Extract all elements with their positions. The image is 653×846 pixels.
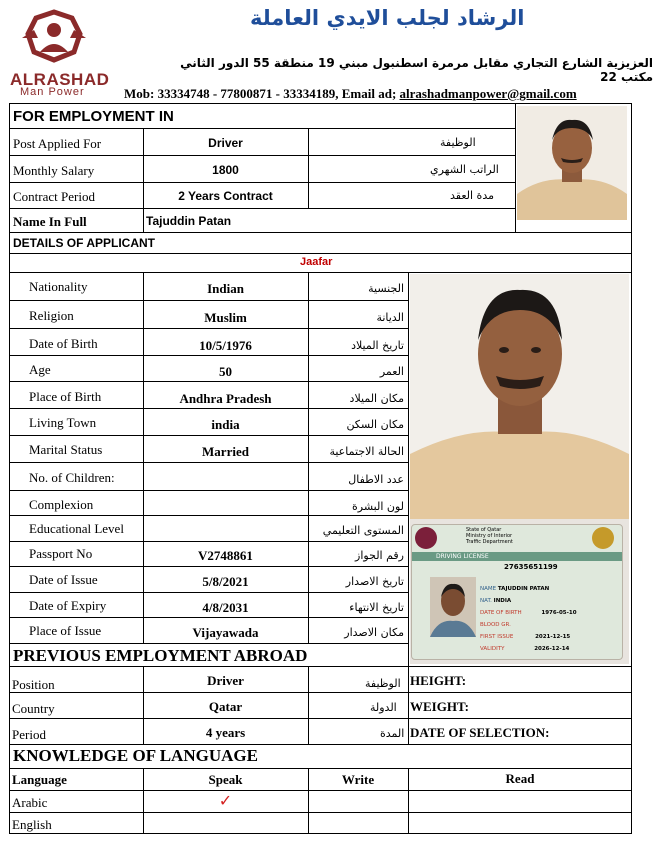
applicant-row-arabic: لون البشرة bbox=[352, 500, 404, 513]
qatar-emblem-icon bbox=[415, 527, 437, 549]
license-first-label: FIRST ISSUE bbox=[480, 634, 514, 640]
applicant-row-label: Passport No bbox=[29, 546, 93, 561]
period-value: 4 years bbox=[205, 725, 246, 740]
post-value: Driver bbox=[208, 136, 243, 150]
salary-value: 1800 bbox=[212, 163, 239, 177]
salary-label: Monthly Salary bbox=[13, 163, 95, 178]
arabic-speak-check-icon: ✓ bbox=[218, 791, 233, 810]
contract-value: 2 Years Contract bbox=[178, 189, 273, 203]
read-column-header: Read bbox=[505, 771, 535, 786]
applicant-row-label: No. of Children: bbox=[29, 470, 115, 485]
applicant-row-value: Indian bbox=[207, 281, 244, 296]
applicant-row-arabic: تاريخ الانتهاء bbox=[349, 601, 404, 614]
applicant-row-value: V2748861 bbox=[198, 548, 253, 563]
applicant-portrait-large bbox=[410, 274, 629, 664]
language-column-header: Language bbox=[12, 772, 67, 787]
license-country: State of Qatar bbox=[466, 527, 502, 533]
applicant-row-value: Vijayawada bbox=[192, 625, 259, 640]
language-section-title: KNOWLEDGE OF LANGUAGE bbox=[13, 746, 258, 765]
position-value: Driver bbox=[207, 673, 244, 688]
company-logo bbox=[14, 8, 94, 70]
english-language-label: English bbox=[12, 817, 52, 832]
salary-arabic: الراتب الشهري bbox=[430, 163, 499, 176]
applicant-row-label: Age bbox=[29, 362, 51, 377]
applicant-row-label: Place of Birth bbox=[29, 389, 102, 404]
license-nat-label: NAT. bbox=[480, 598, 492, 604]
applicant-row-label: Marital Status bbox=[29, 442, 103, 457]
applicant-row-arabic: رقم الجواز bbox=[355, 549, 404, 562]
applicant-row-arabic: تاريخ الاصدار bbox=[345, 575, 404, 588]
license-photo bbox=[430, 577, 476, 637]
license-dob-label: DATE OF BIRTH bbox=[480, 610, 522, 616]
applicant-row-label: Date of Birth bbox=[29, 336, 98, 351]
applicant-row-arabic: مكان الميلاد bbox=[349, 392, 404, 405]
employment-section-title: FOR EMPLOYMENT IN bbox=[13, 108, 174, 125]
applicant-row-label: Date of Expiry bbox=[29, 598, 107, 613]
driving-license-card bbox=[411, 524, 623, 660]
applicant-row-value: 50 bbox=[219, 364, 232, 379]
agent-name: Jaafar bbox=[300, 256, 333, 268]
applicant-section-title: DETAILS OF APPLICANT bbox=[13, 236, 155, 250]
applicant-row-arabic: العمر bbox=[379, 365, 404, 378]
write-column-header: Write bbox=[341, 772, 375, 787]
license-name-label: NAME bbox=[480, 586, 497, 592]
applicant-row-label: Complexion bbox=[29, 497, 94, 512]
applicant-row-label: Date of Issue bbox=[29, 572, 98, 587]
applicant-row-arabic: الحالة الاجتماعية bbox=[329, 445, 404, 458]
applicant-row-arabic: المستوى التعليمي bbox=[322, 524, 404, 537]
license-validity: 2026-12-14 bbox=[534, 646, 570, 652]
speak-column-header: Speak bbox=[208, 772, 243, 787]
applicant-row-arabic: مكان الاصدار bbox=[344, 626, 404, 639]
logo-subtitle: Man Power bbox=[20, 86, 85, 98]
applicant-row-arabic: الديانة bbox=[376, 311, 404, 324]
country-label: Country bbox=[12, 701, 55, 716]
position-label: Position bbox=[12, 677, 55, 692]
weight-label: WEIGHT: bbox=[410, 699, 469, 714]
applicant-portrait-small bbox=[517, 106, 627, 220]
date-of-selection-label: DATE OF SELECTION: bbox=[410, 725, 550, 740]
period-label: Period bbox=[12, 727, 46, 742]
applicant-row-arabic: تاريخ الميلاد bbox=[351, 339, 404, 352]
mobile-numbers: Mob: 33334748 - 77800871 - 33334189, Email ad; bbox=[124, 86, 400, 101]
applicant-row-value: Andhra Pradesh bbox=[179, 391, 272, 406]
applicant-row-arabic: مكان السكن bbox=[346, 418, 404, 431]
contact-line bbox=[124, 86, 577, 102]
applicant-row-label: Nationality bbox=[29, 279, 88, 294]
applicant-row-value: 5/8/2021 bbox=[202, 574, 249, 589]
applicant-row-label: Religion bbox=[29, 308, 74, 323]
applicant-row-value: india bbox=[211, 417, 240, 432]
post-label: Post Applied For bbox=[13, 136, 102, 151]
name-value: Tajuddin Patan bbox=[146, 214, 232, 228]
previous-section-title: PREVIOUS EMPLOYMENT ABROAD bbox=[13, 646, 308, 665]
company-arabic-title: الرشاد لجلب الايدي العاملة bbox=[250, 6, 525, 30]
position-arabic: الوظيفة bbox=[365, 677, 401, 690]
period-arabic: المدة bbox=[380, 727, 405, 740]
license-title: DRIVING LICENSE bbox=[412, 552, 622, 561]
height-label: HEIGHT: bbox=[410, 673, 467, 688]
country-arabic: الدولة bbox=[370, 701, 397, 714]
license-department: Traffic Department bbox=[466, 539, 513, 545]
applicant-row-arabic: عدد الاطفال bbox=[348, 473, 404, 486]
post-arabic: الوظيفة bbox=[440, 136, 476, 149]
company-address: العزيزية الشارع التجاري مقابل مرمرة اسطنبول مبني 19 منطقة 55 الدور الثاني مكتب 22 bbox=[180, 56, 653, 84]
contract-arabic: مدة العقد bbox=[450, 189, 494, 202]
applicant-row-value: Married bbox=[202, 444, 249, 459]
license-ministry: Ministry of Interior bbox=[466, 533, 513, 539]
traffic-emblem-icon bbox=[592, 527, 614, 549]
contract-label: Contract Period bbox=[13, 189, 95, 204]
country-value: Qatar bbox=[208, 699, 243, 714]
applicant-row-value: 4/8/2031 bbox=[202, 600, 249, 615]
applicant-row-label: Educational Level bbox=[29, 521, 124, 536]
applicant-row-value: Muslim bbox=[204, 310, 247, 325]
name-label: Name In Full bbox=[13, 214, 87, 229]
applicant-row-label: Living Town bbox=[29, 415, 97, 430]
license-blood-label: BLOOD GR. bbox=[480, 622, 511, 628]
email-link[interactable]: alrashadmanpower@gmail.com bbox=[399, 86, 577, 101]
license-name: TAJUDDIN PATAN bbox=[497, 586, 550, 592]
applicant-row-arabic: الجنسية bbox=[368, 282, 404, 295]
license-number: 27635651199 bbox=[504, 563, 558, 571]
applicant-row-value: 10/5/1976 bbox=[199, 338, 252, 353]
license-dob: 1976-05-10 bbox=[541, 610, 577, 616]
license-validity-label: VALIDITY bbox=[480, 646, 505, 652]
license-nat: INDIA bbox=[493, 598, 512, 604]
logo-name: ALRASHAD bbox=[10, 70, 110, 89]
license-first: 2021-12-15 bbox=[535, 634, 571, 640]
arabic-language-label: Arabic bbox=[12, 795, 48, 810]
applicant-row-label: Place of Issue bbox=[29, 623, 102, 638]
